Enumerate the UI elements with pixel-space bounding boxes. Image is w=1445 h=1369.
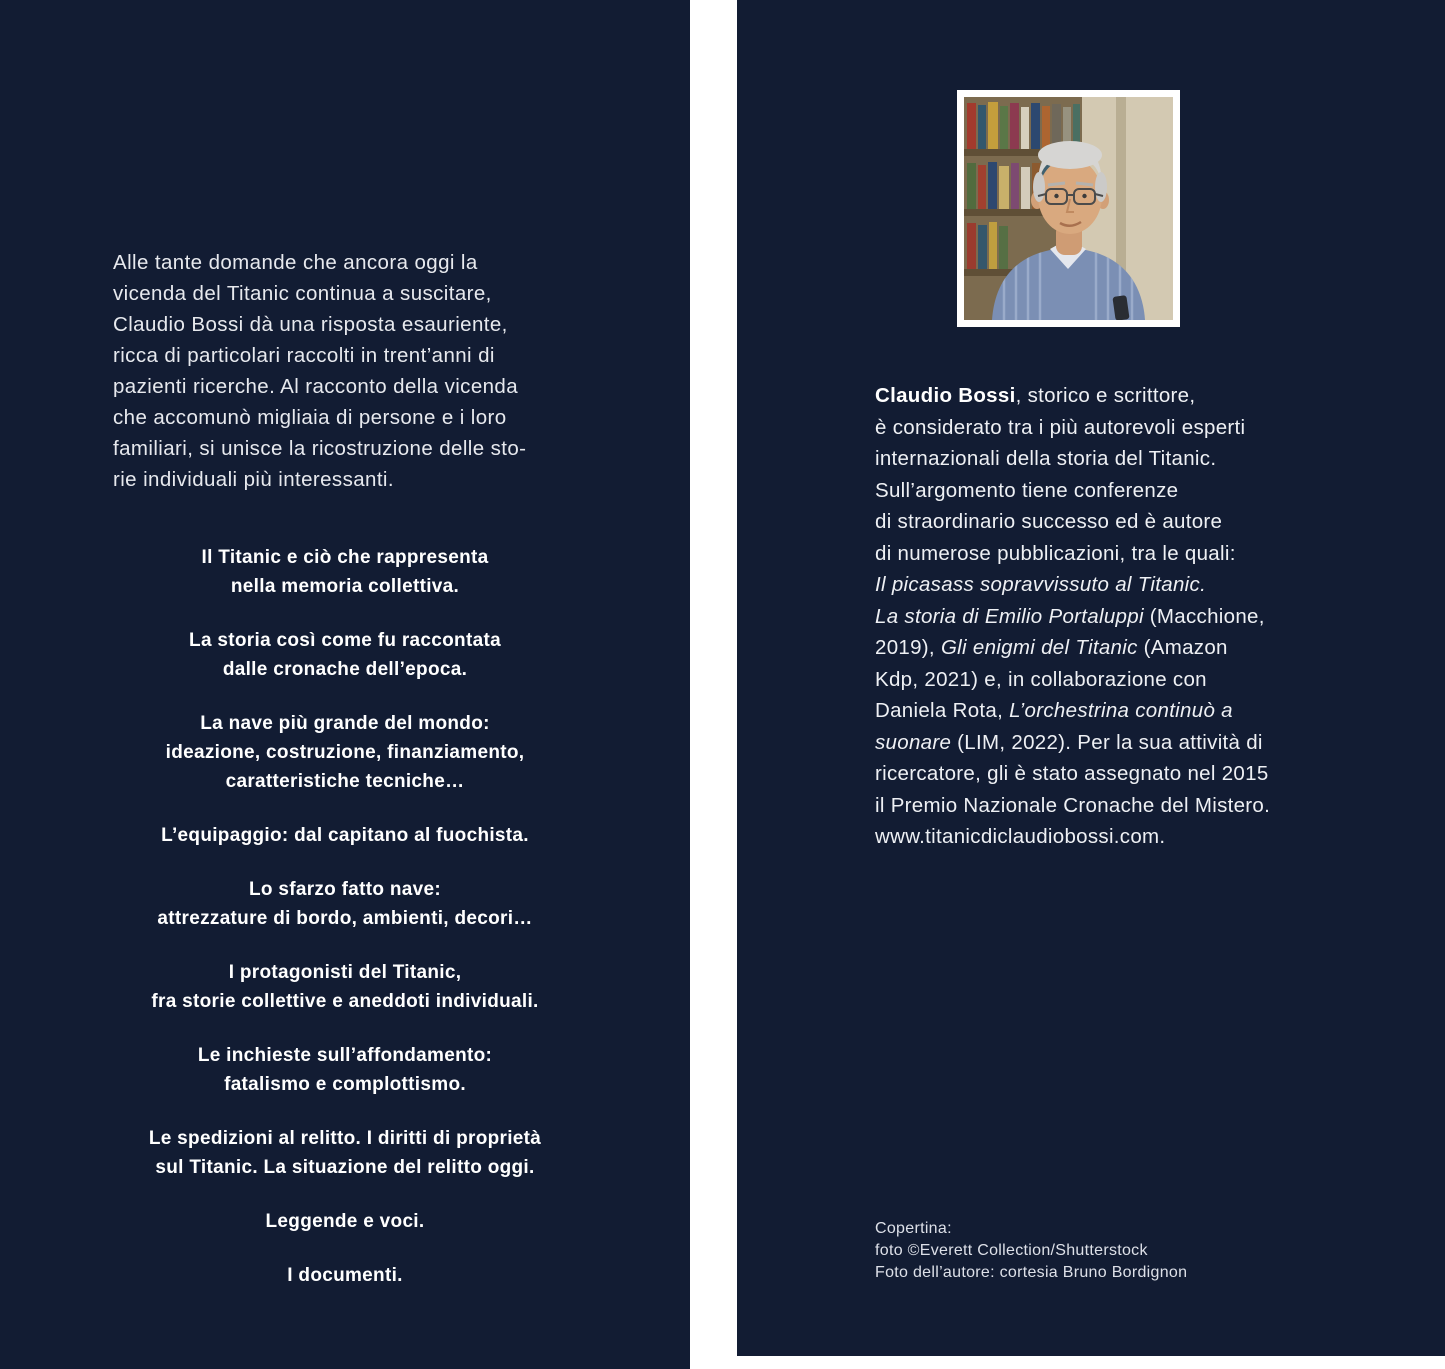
text-segment: www.titanicdiclaudiobossi.com. <box>875 825 1166 848</box>
text-line <box>875 727 1345 759</box>
text-line: che accomunò migliaia di persone e i loro <box>113 406 507 429</box>
text-segment: Kdp, 2021) e, in collaborazione con <box>875 667 1207 691</box>
topic-item <box>0 709 690 796</box>
text-line: Alle tante domande che ancora oggi la <box>113 251 478 274</box>
photo-credits <box>875 1218 1345 1284</box>
text-line <box>875 790 1345 822</box>
topic-item <box>0 626 690 684</box>
topic-item <box>0 1041 690 1099</box>
text-segment: Claudio Bossi <box>875 384 1016 407</box>
topic-item <box>0 1207 690 1236</box>
text-line <box>875 506 1345 538</box>
text-line: I documenti. <box>287 1265 403 1286</box>
topic-item <box>0 821 690 850</box>
text-line: dalle cronache dell’epoca. <box>222 659 468 680</box>
text-line: rie individuali più interessanti. <box>113 468 394 491</box>
text-line <box>875 821 1345 853</box>
text-line: foto ©Everett Collection/Shutterstock <box>875 1242 1148 1259</box>
text-line <box>875 475 1345 507</box>
text-line <box>875 412 1345 444</box>
text-line <box>875 632 1345 664</box>
right-flap <box>737 0 1445 1356</box>
text-line: sul Titanic. La situazione del relitto oggi. <box>155 1157 535 1178</box>
text-line: Foto dell’autore: cortesia Bruno Bordignon <box>875 1264 1188 1281</box>
text-segment: L’orchestrina continuò a <box>1009 699 1233 722</box>
author-portrait-illustration <box>964 97 1173 320</box>
text-line: nella memoria collettiva. <box>230 576 460 597</box>
text-segment: di straordinario successo ed è autore <box>875 510 1223 533</box>
text-line: Il Titanic e ciò che rappresenta <box>201 547 489 568</box>
topic-item <box>0 1261 690 1290</box>
text-segment: (Amazon <box>1137 636 1228 659</box>
text-segment: Sull’argomento tiene conferenze <box>875 478 1179 502</box>
text-line: vicenda del Titanic continua a suscitare, <box>113 282 492 305</box>
text-line <box>875 569 1345 601</box>
author-photo <box>957 90 1180 327</box>
text-line: Le spedizioni al relitto. I diritti di proprietà <box>148 1128 542 1149</box>
left-flap <box>0 0 690 1369</box>
text-line <box>875 695 1345 727</box>
text-line: Leggende e voci. <box>265 1211 425 1232</box>
text-line: Copertina: <box>875 1220 952 1237</box>
text-line: attrezzature di bordo, ambienti, decori… <box>157 908 533 929</box>
text-line: I protagonisti del Titanic, <box>228 962 462 983</box>
text-segment: Il picasass sopravvissuto al Titanic. <box>875 573 1207 596</box>
text-segment: , storico e scrittore, <box>1015 384 1196 407</box>
text-line: La nave più grande del mondo: <box>200 713 490 734</box>
text-line: Lo sfarzo fatto nave: <box>248 879 442 900</box>
text-line: Le inchieste sull’affondamento: <box>197 1045 493 1066</box>
text-segment: La storia di Emilio Portaluppi <box>875 604 1144 628</box>
text-line: caratteristiche tecniche… <box>225 771 465 792</box>
text-segment: (Macchione, <box>1143 604 1265 628</box>
text-line <box>875 380 1345 412</box>
text-segment: Gli enigmi del Titanic <box>940 636 1138 659</box>
text-segment: il Premio Nazionale Cronache del Mistero. <box>875 793 1271 817</box>
text-segment: suonare <box>875 730 952 754</box>
topic-item <box>0 543 690 601</box>
topic-item <box>0 958 690 1016</box>
text-line: L’equipaggio: dal capitano al fuochista. <box>161 825 529 846</box>
topics-list <box>0 543 690 1315</box>
text-line <box>875 538 1345 570</box>
text-segment: internazionali della storia del Titanic. <box>875 447 1217 470</box>
text-segment: 2019), <box>875 636 941 659</box>
text-line: pazienti ricerche. Al racconto della vicenda <box>113 375 519 398</box>
text-line: familiari, si unisce la ricostruzione delle sto- <box>113 437 527 460</box>
text-segment: Daniela Rota, <box>875 699 1010 722</box>
text-line <box>875 601 1345 633</box>
topic-item <box>0 1124 690 1182</box>
text-line: Claudio Bossi dà una risposta esauriente, <box>113 313 508 336</box>
text-line: fra storie collettive e aneddoti individuali. <box>151 991 539 1012</box>
text-line: ideazione, costruzione, finanziamento, <box>165 742 525 763</box>
text-line: fatalismo e complottismo. <box>224 1074 466 1095</box>
text-line <box>875 664 1345 696</box>
intro-paragraph <box>113 247 593 495</box>
text-segment: di numerose pubblicazioni, tra le quali: <box>875 541 1236 565</box>
text-segment: (LIM, 2022). Per la sua attività di <box>951 730 1263 754</box>
text-line: ricca di particolari raccolti in trent’anni di <box>113 344 495 367</box>
author-bio <box>875 380 1345 853</box>
text-line <box>875 758 1345 790</box>
text-line: La storia così come fu raccontata <box>189 630 501 651</box>
topic-item <box>0 875 690 933</box>
text-line <box>875 443 1345 475</box>
text-segment: è considerato tra i più autorevoli esperti <box>875 415 1246 439</box>
text-segment: ricercatore, gli è stato assegnato nel 2015 <box>875 762 1269 785</box>
